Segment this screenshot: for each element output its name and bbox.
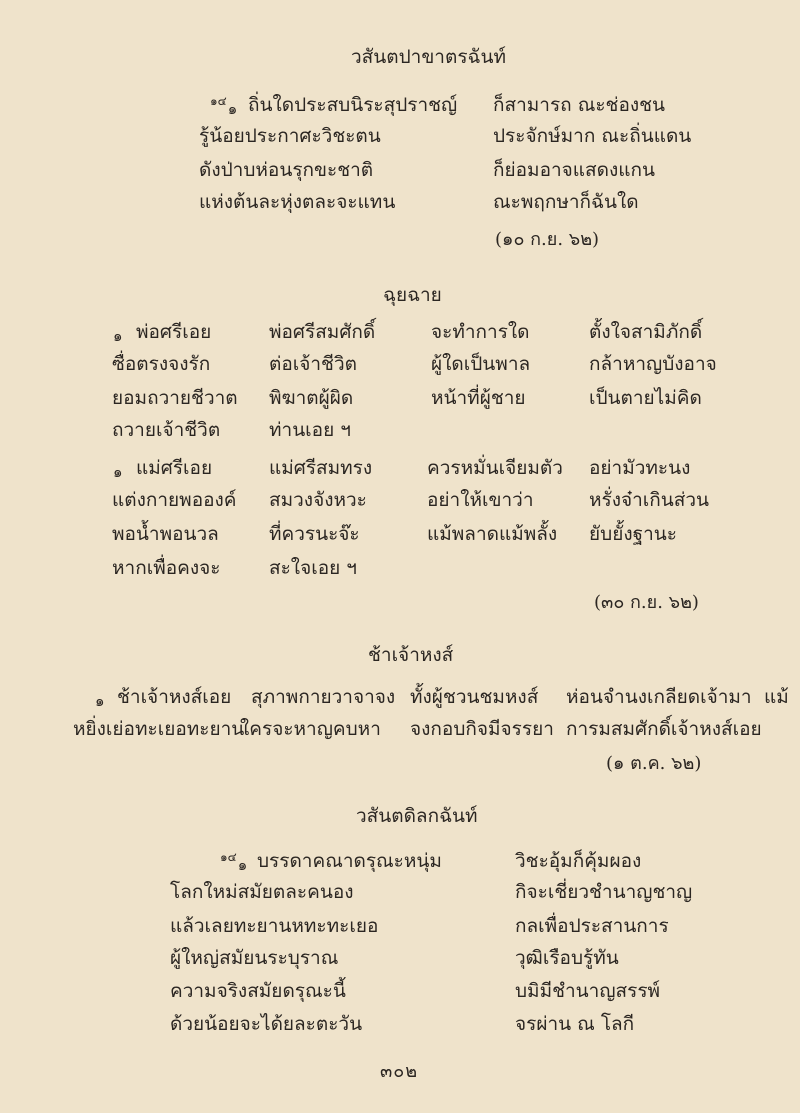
- section4-right-line: จรผ่าน ณ โลกี: [515, 1013, 635, 1035]
- stanza-number: ๑๔: [210, 94, 227, 108]
- verse-cell: พิฆาตผู้ผิด: [269, 387, 354, 409]
- section3-title: ช้าเจ้าหงส์: [368, 644, 454, 666]
- verse-cell: ที่ควรนะจ๊ะ: [269, 523, 360, 545]
- verse-cell: แม่ศรีสมทรง: [269, 457, 373, 479]
- verse-cell: ยอมถวายชีวาต: [112, 387, 238, 409]
- section4-left-line: ความจริงสมัยดรุณะนี้: [170, 980, 346, 1002]
- bullet-mark: ๑: [113, 327, 123, 345]
- verse-cell: พ่อศรีสมศักดิ์: [269, 321, 376, 343]
- section4-right-line: วิชะอุ้มก็คุ้มผอง: [515, 850, 642, 872]
- section4-left-line: บรรดาคณาดรุณะหนุ่ม: [257, 850, 442, 872]
- section2-date: (๓๐ ก.ย. ๖๒): [594, 592, 699, 613]
- verse-cell: แม้พลาดแม้พลั้ง: [427, 523, 558, 545]
- section4-left-line: ด้วยน้อยจะได้ยละตะวัน: [170, 1013, 363, 1035]
- section4-right-line: กิจะเชี่ยวชำนาญชาญ: [515, 881, 693, 903]
- verse-cell: ต่อเจ้าชีวิต: [269, 353, 357, 375]
- chorus-line: จงกอบกิจมีจรรยา: [410, 718, 554, 740]
- section4-left-line: แล้วเลยทะยานหทะทะเยอ: [170, 915, 379, 937]
- chorus-line: ทั้งผู้ชวนชมหงส์: [410, 686, 539, 708]
- section4-left-line: ผู้ใหญ่สมัยนระบุราณ: [170, 947, 339, 969]
- verse-cell: พอน้ำพอนวล: [112, 523, 219, 545]
- section1-left-line: ถิ่นใดประสบนิระสุปราชญ์: [248, 94, 458, 116]
- verse-cell: ท่านเอย ฯ: [269, 419, 351, 441]
- verse-cell: ควรหมั่นเจียมตัว: [427, 457, 563, 479]
- chorus-line: ช้าเจ้าหงส์เอย: [117, 686, 232, 708]
- verse-cell: แม่ศรีเอย: [136, 457, 213, 479]
- verse-cell: สมวงจังหวะ: [269, 489, 367, 511]
- verse-cell: เป็นตายไม่คิด: [589, 387, 702, 409]
- bullet-mark: ๑: [237, 856, 248, 874]
- verse-cell: อย่าให้เขาว่า: [427, 489, 534, 511]
- verse-cell: กล้าหาญบังอาจ: [589, 353, 717, 375]
- page-number: ๓๐๒: [380, 1061, 419, 1082]
- section4-right-line: บมิมีชำนาญสรรพ์: [515, 980, 661, 1002]
- bullet-mark: ๑: [95, 692, 105, 710]
- section1-stanza-marker: [210, 96, 243, 122]
- chorus-line: หยิ่งเย่อทะเยอทะยาน: [73, 718, 245, 740]
- section4-left-line: โลกใหม่สมัยตละคนอง: [170, 881, 354, 903]
- verse-cell: ซื่อตรงจงรัก: [112, 353, 211, 375]
- section4-title: วสันตดิลกฉันท์: [356, 805, 478, 827]
- verse-cell: ผู้ใดเป็นพาล: [431, 353, 531, 375]
- section1-title: วสันตปาขาตรฉันท์: [351, 46, 506, 68]
- section1-left-line: ดังป่าบห่อนรุกขะชาติ: [199, 159, 374, 181]
- section1-right-line: ประจักษ์มาก ณะถิ่นแดน: [493, 125, 692, 147]
- section4-right-line: กลเพื่อประสานการ: [515, 915, 669, 937]
- verse-cell: ยับยั้งฐานะ: [589, 523, 677, 545]
- verse-cell: อย่ามัวทะนง: [589, 457, 691, 479]
- verse-cell: หากเพื่อคงจะ: [112, 557, 221, 579]
- section4-right-line: วุฒิเรือบรู้ทัน: [515, 947, 619, 969]
- section1-left-line: แห่งต้นละหุ่งตละจะแทน: [199, 191, 396, 213]
- verse-cell: จะทำการใด: [431, 321, 530, 343]
- bullet-mark: ๑: [113, 463, 123, 481]
- bullet-mark: ๑: [227, 100, 238, 118]
- verse-cell: แต่งกายพอองค์: [112, 489, 237, 511]
- section1-right-line: ก็ย่อมอาจแสดงแกน: [493, 159, 655, 181]
- verse-cell: สะใจเอย ฯ: [269, 557, 357, 579]
- verse-cell: หรั่งจ๋าเกินส่วน: [589, 489, 710, 511]
- section2-title: ฉุยฉาย: [383, 284, 442, 306]
- verse-cell: ถวายเจ้าชีวิต: [112, 419, 221, 441]
- section3-date: (๑ ต.ค. ๖๒): [606, 753, 702, 774]
- chorus-line: ห่อนจำนงเกลียดเจ้ามา: [566, 686, 752, 708]
- verse-cell: หน้าที่ผู้ชาย: [431, 387, 526, 409]
- section1-right-line: ก็สามารถ ณะช่องชน: [493, 94, 666, 116]
- section4-stanza-marker: [220, 852, 253, 878]
- section1-date: (๑๐ ก.ย. ๖๒): [495, 229, 600, 250]
- chorus-line: ใครจะหาญคบหา: [240, 718, 381, 740]
- chorus-line: การมสมศักดิ์เจ้าหงส์เอย: [566, 718, 762, 740]
- chorus-line: สุภาพกายวาจาจง: [251, 686, 396, 708]
- section1-right-line: ณะพฤกษาก็ฉันใด: [493, 191, 639, 213]
- verse-cell: ตั้งใจสามิภักดิ์: [589, 321, 703, 343]
- verse-cell: พ่อศรีเอย: [136, 321, 212, 343]
- section1-left-line: รู้น้อยประกาศะวิชะตน: [199, 125, 381, 147]
- chorus-line: แม้: [764, 686, 789, 708]
- stanza-number: ๑๔: [220, 850, 237, 864]
